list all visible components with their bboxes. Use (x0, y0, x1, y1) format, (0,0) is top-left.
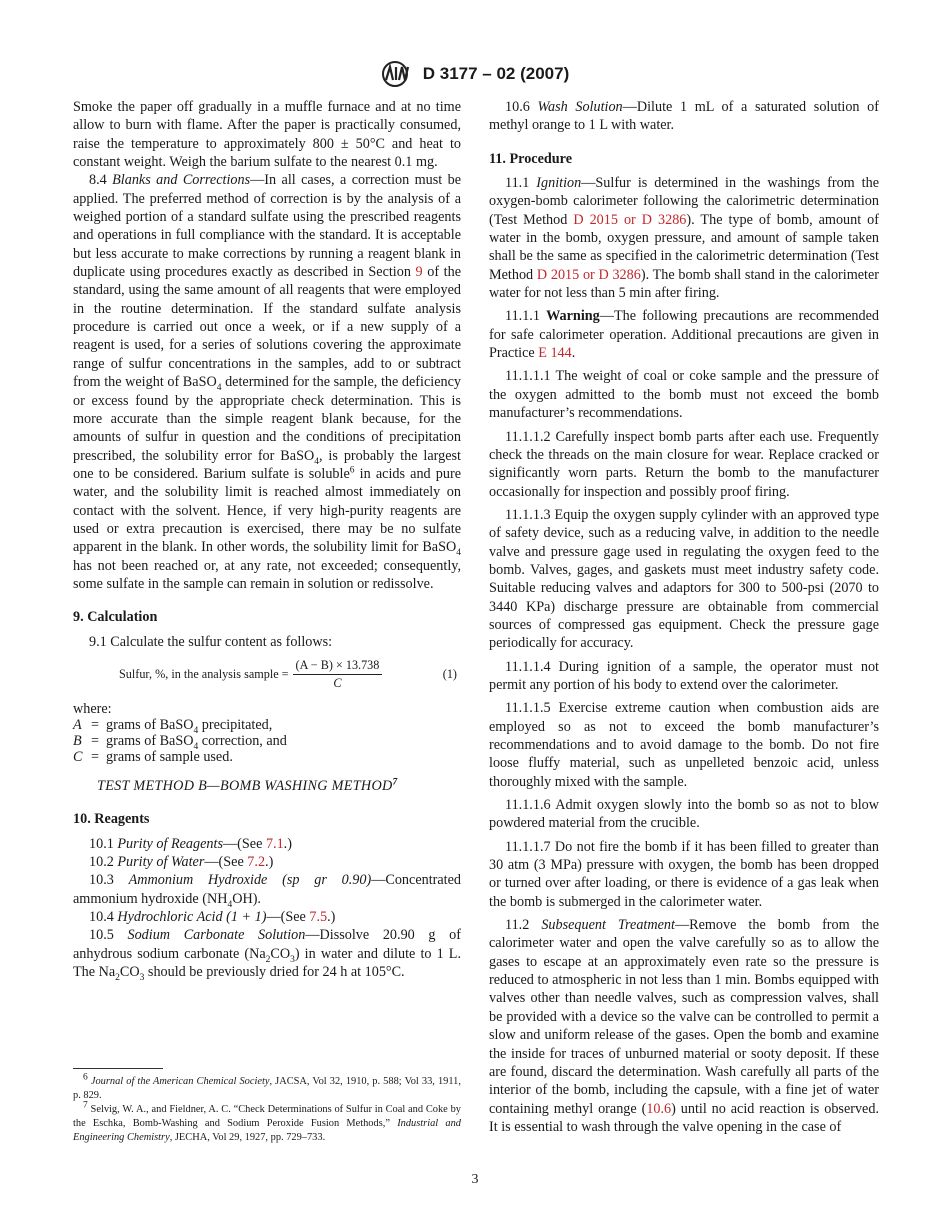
text-run: 10.5 (89, 927, 128, 944)
equation-numerator: (A − B) × 13.738 (293, 657, 383, 675)
text-run: 4 (216, 382, 222, 393)
text-run: Subsequent Treatment (541, 917, 675, 934)
text-run: Ammonium Hydroxide (sp gr 0.90) (128, 872, 372, 889)
text-run: 10. Reagents (73, 811, 150, 828)
paragraph (489, 658, 879, 695)
text-run: 2 (115, 972, 120, 983)
left-column (73, 98, 461, 981)
text-run: —Concentrated ammonium hydroxide (NH (73, 872, 462, 907)
paragraph (73, 926, 461, 981)
text-run: has not been reached or, at any rate, not exceeded; consequently, some sulfate in the sample can remain in solution or redissolve. (73, 557, 461, 592)
text-run: 3 (139, 972, 145, 983)
text-run: 11.1.1.1 The weight of coal or coke sample and the pressure of the oxygen admitted to the bomb must not exceed the bomb manufacturer’s recommendations. (489, 368, 879, 422)
text-run: 11.1.1.7 Do not fire the bomb if it has been filled to greater than 30 atm (3 MPa) pressure with oxygen, the bomb has been dropped or turned over after loading, or there is evidence of a gas leak when the bomb is submerged in the calorimeter water. (489, 838, 879, 910)
text-run: 3 (290, 954, 295, 965)
text-run: 9. Calculation (73, 609, 158, 626)
text-run: , is probably the largest one to be considered. Barium sulfate is soluble (73, 447, 461, 482)
text-run: Warning (546, 308, 600, 325)
text-run: —Dilute 1 mL of a saturated solution of methyl orange to 1 L with water. (489, 99, 879, 134)
cross-reference-link[interactable]: 7.5 (309, 909, 328, 926)
right-column (489, 98, 879, 1141)
variable-description: grams of BaSO$_4$ correction, and (106, 732, 287, 752)
method-heading (97, 777, 461, 795)
variable-description: grams of sample used. (106, 748, 233, 765)
text-run: , JACSA, Vol 32, 1910, p. 588; Vol 33, 1911, p. 829. (73, 1076, 461, 1101)
variable-definition (73, 716, 461, 736)
text-run: 10.6 (505, 99, 538, 115)
text-run: 10.4 (89, 909, 118, 926)
text-run: Ignition (536, 175, 582, 192)
left-column-reagents (73, 810, 461, 981)
text-run: 11.1.1.6 Admit oxygen slowly into the bomb so as not to blow powdered material from the crucible. (489, 797, 879, 832)
text-run: 9.1 Calculate the sulfur content as follows: (89, 633, 333, 650)
where-label: where: (73, 700, 112, 717)
paragraph (489, 428, 879, 501)
page-number: 3 (471, 1172, 479, 1187)
variable-definition (73, 732, 461, 752)
paragraph (73, 835, 461, 853)
variable-symbol: A (73, 716, 82, 733)
paragraph (489, 367, 879, 422)
text-run: of the standard, using the same amount of all reagents that were employed in the routine determination. If the standard sulfate analysis procedure is carried out once a week, or if a new supply of a reagent is used, for a series of solutions covering the approximate range of sulfur concentrations in the samples, add to or subtract from the weight of BaSO (73, 264, 461, 391)
equation-fraction (293, 657, 383, 691)
text-run: —Sulfur is determined in the washings from the oxygen-bomb calorimeter following the calorimetric determination (Test Method (489, 175, 879, 228)
footnotes (73, 1072, 461, 1145)
paragraph (73, 633, 461, 651)
text-run: Hydrochloric Acid (1 + 1) (117, 909, 267, 926)
equation-denominator: C (333, 675, 342, 690)
text-run: ). The bomb shall stand in the calorimeter water for not less than 5 min after firing. (489, 266, 880, 302)
text-run: . (571, 345, 576, 362)
text-run: .) (283, 835, 292, 852)
astm-logo-icon (381, 60, 413, 88)
equation-number: (1) (442, 666, 457, 681)
text-run: ) in water and dilute to 1 L. The Na (73, 945, 462, 981)
method-heading-text: TEST METHOD B—BOMB WASHING METHOD (97, 777, 393, 794)
paragraph (489, 174, 879, 302)
variable-symbol: B (73, 732, 82, 749)
text-run: Sodium Carbonate Solution (127, 927, 306, 944)
paragraph (73, 1072, 461, 1103)
text-run: OH). (232, 890, 261, 907)
text-run: 11.1.1.3 Equip the oxygen supply cylinder with an approved type of safety device, such as a reducing valve, in addition to the needle valve and pressure gage used in regulating the oxygen feed to the bomb. Valves, gages, and gaskets must meet industry safety code. Suitable reducing valves and adaptors for 300 to 500-psi (2070 to 3440 KPa) discharge pressure are obtainable from commercial sources of compressed gas equipment. Check the pressure gage periodically for accuracy. (489, 506, 879, 652)
text-run: Industrial and Engineering Chemistry (73, 1118, 461, 1143)
cross-reference-link[interactable]: D 2015 or D 3286 (536, 266, 641, 283)
text-run: Selvig, W. A., and Fieldner, A. C. “Check Determinations of Sulfur in Coal and Coke by the Eschka, Bomb-Washing and Sodium Peroxide Fusion Methods,” (73, 1104, 461, 1129)
cross-reference-link[interactable]: 7.1 (265, 835, 284, 852)
text-run: ) until no acid reaction is observed. It is essential to wash through the valve opening in the case of (489, 1100, 879, 1135)
text-run: 11.1 (505, 175, 537, 192)
text-run: —(See (204, 854, 248, 870)
text-run: ). The type of bomb, amount of water in the bomb, oxygen pressure, and amount of sample taken shall be the same as specified in the calorimetric determination (Test Method (489, 211, 879, 283)
paragraph (73, 908, 461, 926)
text-run: .) (265, 854, 274, 870)
variable-definition (73, 749, 461, 765)
variable-symbol: C (73, 748, 83, 765)
text-run: —Dissolve 20.90 g of anhydrous sodium carbonate (Na (73, 927, 461, 962)
section-heading (489, 150, 879, 168)
paragraph (489, 307, 879, 362)
paragraph (489, 796, 879, 833)
text-run: Purity of Water (117, 854, 205, 870)
paragraph (73, 1100, 461, 1145)
text-run: CO (119, 964, 140, 981)
equation-lhs: Sulfur, %, in the analysis sample = (119, 666, 289, 681)
text-run: 4 (456, 548, 461, 559)
text-run: in acids and pure water, and the solubility limit is reached almost immediately on contact with the solvent. Hence, if very high-purity reagents are used or extra precaution is exercised, there may be no sulfate apparent in the blank. In other words, the solubility limit for BaSO (73, 465, 461, 556)
section-heading (73, 608, 461, 626)
section-heading (73, 810, 461, 828)
text-run: 11.1.1.5 Exercise extreme caution when combustion aids are employed so as not to exceed the bomb manufacturer’s recommendations and to avoid damage to the bomb. Do not fire loose fluffy material, such as unpelleted benzoic acid, unless thoroughly mixed with the sample. (489, 700, 879, 790)
paragraph (489, 98, 879, 135)
footnote-ref: 6 (349, 465, 355, 476)
paragraph (73, 853, 461, 871)
text-run: 2 (265, 954, 271, 965)
paragraph (489, 838, 879, 911)
text-run: —Remove the bomb from the calorimeter water and open the valve carefully so as to allow the gases to escape at an approximately even rate so the pressure is reduced to atmospheric in not less than 1 min. Bombs equipped with valves other than needle valves, such as compression valves, shall be provided with a device so the valve can be controlled to permit a slow and uniform release of the gases. Open the bomb and examine the inside for traces of unburned material or sooty deposit. If these are found, discard the determination. Wash carefully all parts of the interior of the bomb, including the capsule, with a fine jet of water containing methyl orange ( (489, 917, 879, 1117)
text-run: 10.3 (89, 872, 129, 889)
text-run: 8.4 (89, 172, 113, 189)
text-run: CO (270, 945, 291, 962)
text-run: determined for the sample, the deficiency or excess found by the appropriate check determination. This is more accurate than the simple reagent blank because, for the amounts of sulfur in question and the conditions of precipitation prescribed, the solubility error for BaSO (73, 374, 461, 464)
equals-sign: = (91, 716, 100, 733)
text-run: 10.2 (89, 854, 118, 870)
text-run: 10.1 (89, 835, 118, 852)
equals-sign: = (91, 748, 100, 765)
cross-reference-link[interactable]: 9 (415, 264, 423, 281)
paragraph (73, 171, 461, 593)
left-column-top (73, 98, 461, 651)
text-run: —In all cases, a correction must be applied. The preferred method of correction is by the analysis of a weighed portion of a standard sulfate using the prescribed reagents and operations in full compliance with the standard. It is acceptable but less accurate to make corrections by running a reagent blank in duplicate using procedures exactly as described in Section (73, 172, 461, 281)
paragraph (489, 916, 879, 1136)
equation-1 (73, 657, 461, 691)
cross-reference-link[interactable]: 10.6 (646, 1100, 672, 1117)
text-run: Purity of Reagents (117, 835, 223, 852)
footnote-ref: 7 (83, 1100, 88, 1111)
text-run: Journal of the American Chemical Society (90, 1076, 270, 1087)
text-run: 11.1.1.4 During ignition of a sample, the operator must not permit any portion of his body to extend over the calorimeter. (489, 658, 879, 693)
paragraph (489, 506, 879, 653)
footnote-divider (73, 1068, 163, 1069)
text-run: —(See (266, 909, 310, 926)
text-run: should be previously dried for 24 h at 105°C. (144, 964, 405, 981)
text-run: 11.1.1.2 Carefully inspect bomb parts after each use. Frequently check the threads on the main closure for wear. Replace cracked or significantly worn parts. Return the bomb to the manufacturer occasionally for inspection and possibly proof firing. (489, 428, 879, 500)
text-run: 11.2 (505, 917, 542, 934)
text-run: 4 (314, 456, 319, 467)
text-run: —(See (222, 835, 266, 852)
text-run: 11. Procedure (489, 150, 573, 167)
document-designation: D 3177 – 02 (2007) (422, 64, 570, 83)
variable-description: grams of BaSO$_4$ precipitated, (106, 716, 273, 736)
footnote-ref: 6 (83, 1072, 88, 1083)
equals-sign: = (91, 732, 100, 749)
text-run: —The following precautions are recommended for safe calorimeter operation. Additional precautions are given in Practice (489, 308, 879, 362)
page-header (0, 60, 950, 88)
text-run: , JECHA, Vol 29, 1927, pp. 729–733. (169, 1132, 326, 1143)
paragraph (73, 871, 461, 908)
text-run: 4 (227, 899, 233, 910)
paragraph (489, 699, 879, 791)
text-run: Smoke the paper off gradually in a muffle furnace and at no time allow to burn with flame. After the paper is practically consumed, raise the temperature to approximately 800 ± 50°C and heat to constant weight. Weigh the barium sulfate to the nearest 0.1 mg. (73, 99, 461, 171)
text-run: .) (327, 909, 336, 926)
text-run: Wash Solution (537, 99, 623, 115)
cross-reference-link[interactable]: E 144 (538, 345, 572, 362)
variable-definitions (73, 701, 461, 765)
cross-reference-link[interactable]: 7.2 (247, 854, 266, 870)
footnote-ref-7[interactable]: 7 (392, 777, 398, 788)
text-run: Blanks and Corrections (112, 172, 251, 189)
cross-reference-link[interactable]: D 2015 or D 3286 (573, 211, 687, 228)
text-run: 11.1.1 (505, 308, 547, 325)
paragraph (73, 98, 461, 171)
